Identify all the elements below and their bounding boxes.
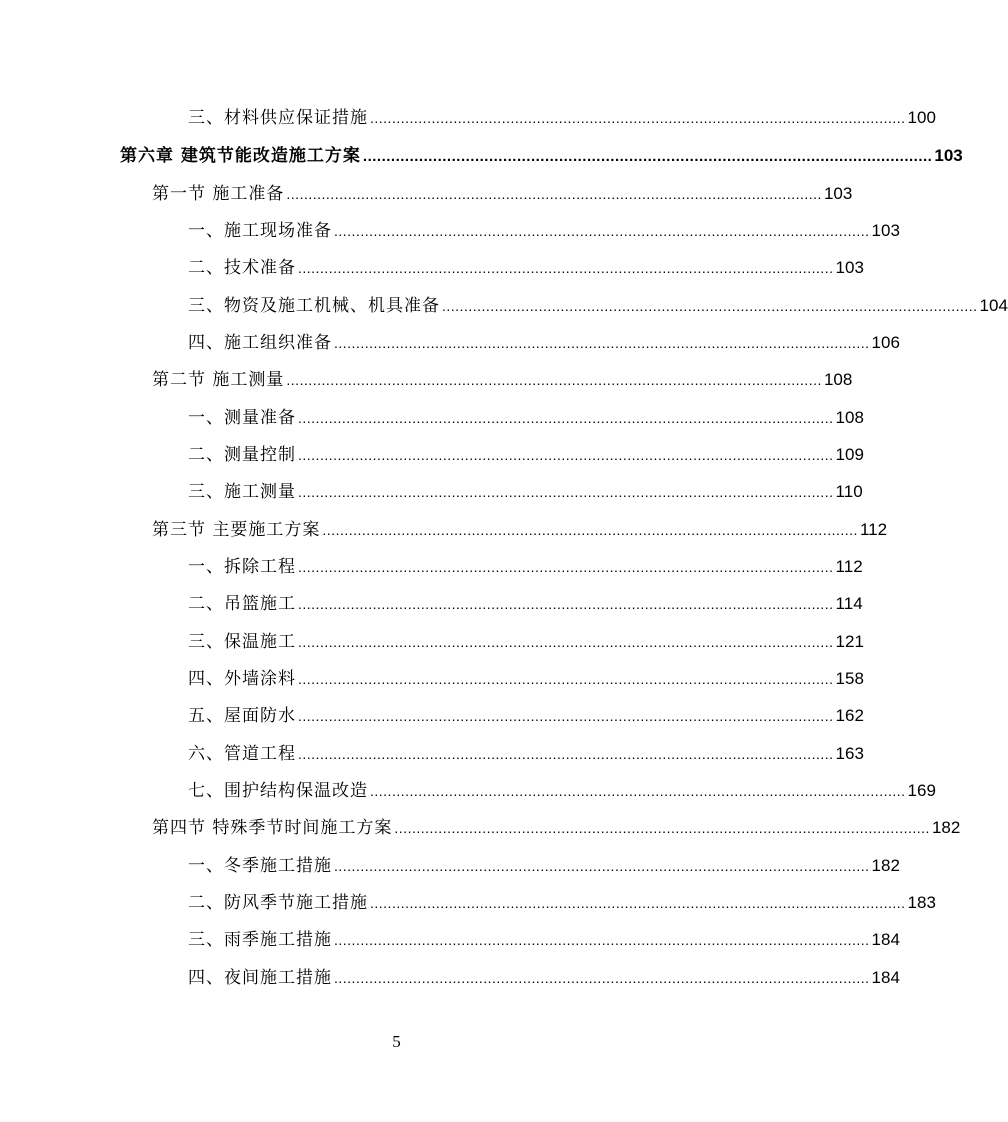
toc-dot-leader: .......................................................................................................................... [298,447,834,463]
toc-dot-leader: .......................................................................................................................... [298,746,834,762]
toc-entry-page: 114 [835,594,863,613]
toc-entry[interactable] [188,702,864,730]
toc-entry[interactable] [188,926,900,954]
toc-entry-page: 182 [871,856,900,875]
page-number: 5 [392,1032,401,1051]
toc-entry-page: 103 [871,221,900,240]
toc-entry[interactable] [188,665,864,693]
toc-entry-label: 第四节 特殊季节时间施工方案 [152,818,393,838]
toc-entry[interactable] [188,852,900,880]
toc-entry[interactable] [188,964,900,992]
toc-entry[interactable] [188,404,864,432]
toc-entry[interactable] [188,740,864,768]
toc-entry-page: 108 [835,408,864,427]
toc-dot-leader: .......................................................................................................................... [298,260,834,276]
toc-entry[interactable] [188,254,864,282]
toc-entry-label: 一、测量准备 [188,408,296,428]
toc-entry-page: 103 [823,184,853,203]
toc-entry-section[interactable] [152,180,853,208]
toc-dot-leader: .......................................................................................................................... [286,372,822,388]
toc-entry-page: 103 [835,258,864,277]
toc-dot-leader: .......................................................................................................................... [362,148,933,165]
toc-entry-page: 183 [907,893,936,912]
toc-dot-leader: .......................................................................................................................... [298,708,834,724]
toc-dot-leader: .......................................................................................................................... [298,410,834,426]
toc-entry[interactable] [188,329,900,357]
toc-dot-leader: .......................................................................................................................... [334,335,870,351]
toc-dot-leader: .......................................................................................................................... [298,559,834,575]
toc-entry[interactable] [188,441,864,469]
toc-entry-page: 162 [835,706,864,725]
toc-entry-page: 103 [934,146,963,165]
toc-entry-label: 一、施工现场准备 [188,221,332,241]
toc-entry-label: 二、吊篮施工 [188,594,296,614]
toc-entry-label: 七、围护结构保温改造 [188,781,368,801]
toc-entry-label: 六、管道工程 [188,744,296,764]
toc-entry[interactable] [188,889,936,917]
toc-entry-label: 三、材料供应保证措施 [188,108,368,128]
toc-entry-page: 109 [835,445,864,464]
toc-entry-page: 112 [835,557,863,576]
toc-entry-label: 二、防风季节施工措施 [188,893,368,913]
toc-entry-page: 184 [871,968,900,987]
toc-dot-leader: .......................................................................................................................... [298,671,834,687]
toc-entry-label: 一、拆除工程 [188,557,296,577]
toc-entry-label: 四、外墙涂料 [188,669,296,689]
toc-entry-page: 100 [907,108,936,127]
toc-dot-leader: .......................................................................................................................... [334,858,870,874]
toc-dot-leader: .......................................................................................................................... [298,634,834,650]
toc-entry-section[interactable] [152,366,853,394]
toc-entry-label: 三、施工测量 [188,482,296,502]
toc-entry[interactable] [188,104,936,132]
toc-entry-page: 112 [859,520,888,539]
toc-entry-page: 184 [871,930,900,949]
toc-entry-page: 169 [907,781,936,800]
toc-entry[interactable] [188,777,936,805]
toc-dot-leader: .......................................................................................................................... [334,932,870,948]
toc-dot-leader: .......................................................................................................................... [442,298,978,314]
toc-dot-leader: .......................................................................................................................... [334,223,870,239]
toc-entry-section[interactable] [152,516,888,544]
toc-entry[interactable] [188,478,863,506]
toc-entry-label: 第一节 施工准备 [152,184,285,204]
toc-entry-page: 104 [979,296,1008,315]
toc-entry[interactable] [188,292,1008,320]
toc-dot-leader: .......................................................................................................................... [394,820,930,836]
toc-entry-label: 二、测量控制 [188,445,296,465]
toc-entry-label: 二、技术准备 [188,258,296,278]
toc-entry-label: 一、冬季施工措施 [188,856,332,876]
toc-entry-page: 106 [871,333,900,352]
toc-entry-label: 第三节 主要施工方案 [152,520,321,540]
toc-entry-page: 182 [931,818,961,837]
toc-dot-leader: .......................................................................................................................... [370,110,906,126]
toc-entry-page: 163 [835,744,864,763]
toc-entry-label: 四、施工组织准备 [188,333,332,353]
toc-dot-leader: .......................................................................................................................... [298,484,834,500]
toc-dot-leader: .......................................................................................................................... [370,783,906,799]
toc-dot-leader: .......................................................................................................................... [286,186,822,202]
toc-entry-label: 四、夜间施工措施 [188,968,332,988]
toc-entry-page: 121 [835,632,864,651]
toc-entry[interactable] [188,553,863,581]
toc-entry-page: 158 [835,669,864,688]
toc-entry-label: 第六章 建筑节能改造施工方案 [120,146,361,166]
toc-entry-section[interactable] [152,814,961,842]
toc-dot-leader: .......................................................................................................................... [334,970,870,986]
toc-dot-leader: .......................................................................................................................... [370,895,906,911]
toc-entry-page: 108 [823,370,853,389]
toc-dot-leader: .......................................................................................................................... [322,522,858,538]
toc-dot-leader: .......................................................................................................................... [298,596,834,612]
toc-entry-label: 三、保温施工 [188,632,296,652]
toc-entry-chapter[interactable] [120,142,963,170]
toc-entry-page: 110 [835,482,863,501]
toc-entry[interactable] [188,590,863,618]
toc-entry[interactable] [188,217,900,245]
toc-entry-label: 第二节 施工测量 [152,370,285,390]
toc-entry-label: 五、屋面防水 [188,706,296,726]
toc-entry-label: 三、物资及施工机械、机具准备 [188,296,440,316]
toc-entry-label: 三、雨季施工措施 [188,930,332,950]
toc-entry[interactable] [188,628,864,656]
